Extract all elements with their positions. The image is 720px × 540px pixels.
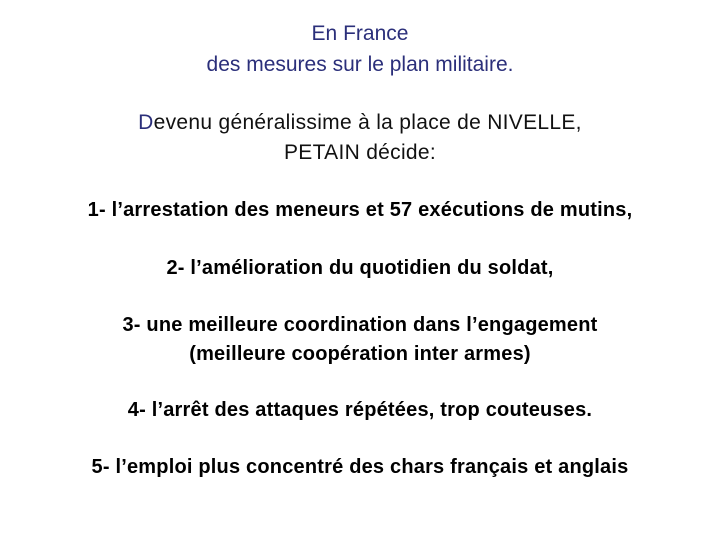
point-2: 2- l’amélioration du quotidien du soldat, [166, 257, 554, 279]
point-3-line-1: 3- une meilleure coordination dans l’engagement [122, 314, 598, 336]
title-line-2: des mesures sur le plan militaire. [206, 53, 514, 76]
title-line-1: En France [311, 22, 409, 45]
intro-line-1-text: evenu généralissime à la place de NIVELLE, [153, 111, 582, 134]
point-4: 4- l’arrêt des attaques répétées, trop couteuses. [127, 399, 593, 421]
intro-line-2: PETAIN décide: [283, 141, 437, 164]
intro-line-1 [0, 110, 720, 136]
point-1: 1- l’arrestation des meneurs et 57 exécutions de mutins, [87, 199, 633, 221]
point-3-line-2: (meilleure coopération inter armes) [189, 343, 531, 365]
intro-first-letter: D [138, 111, 154, 134]
point-5: 5- l’emploi plus concentré des chars français et anglais [91, 456, 629, 478]
